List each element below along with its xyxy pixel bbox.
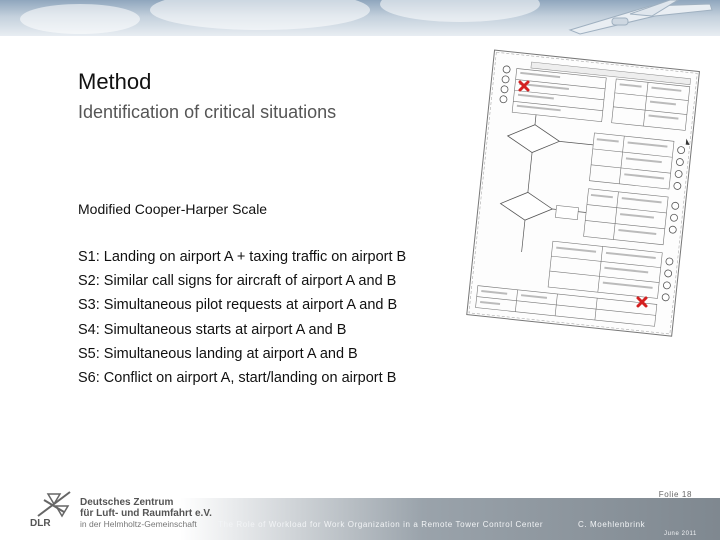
dlr-logo-icon — [34, 490, 74, 518]
situation-item-s6: S6: Conflict on airport A, start/landing on airport B — [78, 369, 397, 386]
logo-line-1: Deutsches Zentrum — [80, 497, 174, 508]
logo-line-2: für Luft- und Raumfahrt e.V. — [80, 508, 212, 519]
dlr-logo — [30, 484, 212, 534]
slide-subtitle: Identification of critical situations — [78, 102, 337, 122]
situation-item-s5: S5: Simultaneous landing at airport A and B — [78, 345, 358, 362]
slide-title: Method — [78, 69, 152, 94]
situation-list — [78, 248, 406, 393]
header-sky-band — [0, 0, 720, 36]
cooper-harper-scale-form-image — [458, 48, 706, 340]
dlr-short-name: DLR — [30, 518, 51, 529]
situation-item-s2: S2: Similar call signs for aircraft of airport A and B — [78, 273, 397, 290]
slide-number: Folie 18 — [658, 490, 692, 499]
situation-item-s4: S4: Simultaneous starts at airport A and B — [78, 321, 347, 338]
situation-item-s3: S3: Simultaneous pilot requests at airport A and B — [78, 297, 398, 314]
presentation-title: The Role of Workload for Work Organization in a Remote Tower Control Center — [218, 520, 544, 529]
footer-bar — [180, 498, 720, 540]
footer — [0, 484, 720, 540]
section-label: Modified Cooper-Harper Scale — [78, 201, 268, 217]
presentation-date: June 2011 — [664, 531, 697, 537]
situation-item-s1: S1: Landing on airport A + taxing traffic on airport B — [78, 249, 407, 265]
author-name: C. Moehlenbrink — [578, 520, 646, 529]
logo-line-3: in der Helmholtz-Gemeinschaft — [80, 519, 197, 529]
aircraft-icon — [560, 0, 720, 36]
